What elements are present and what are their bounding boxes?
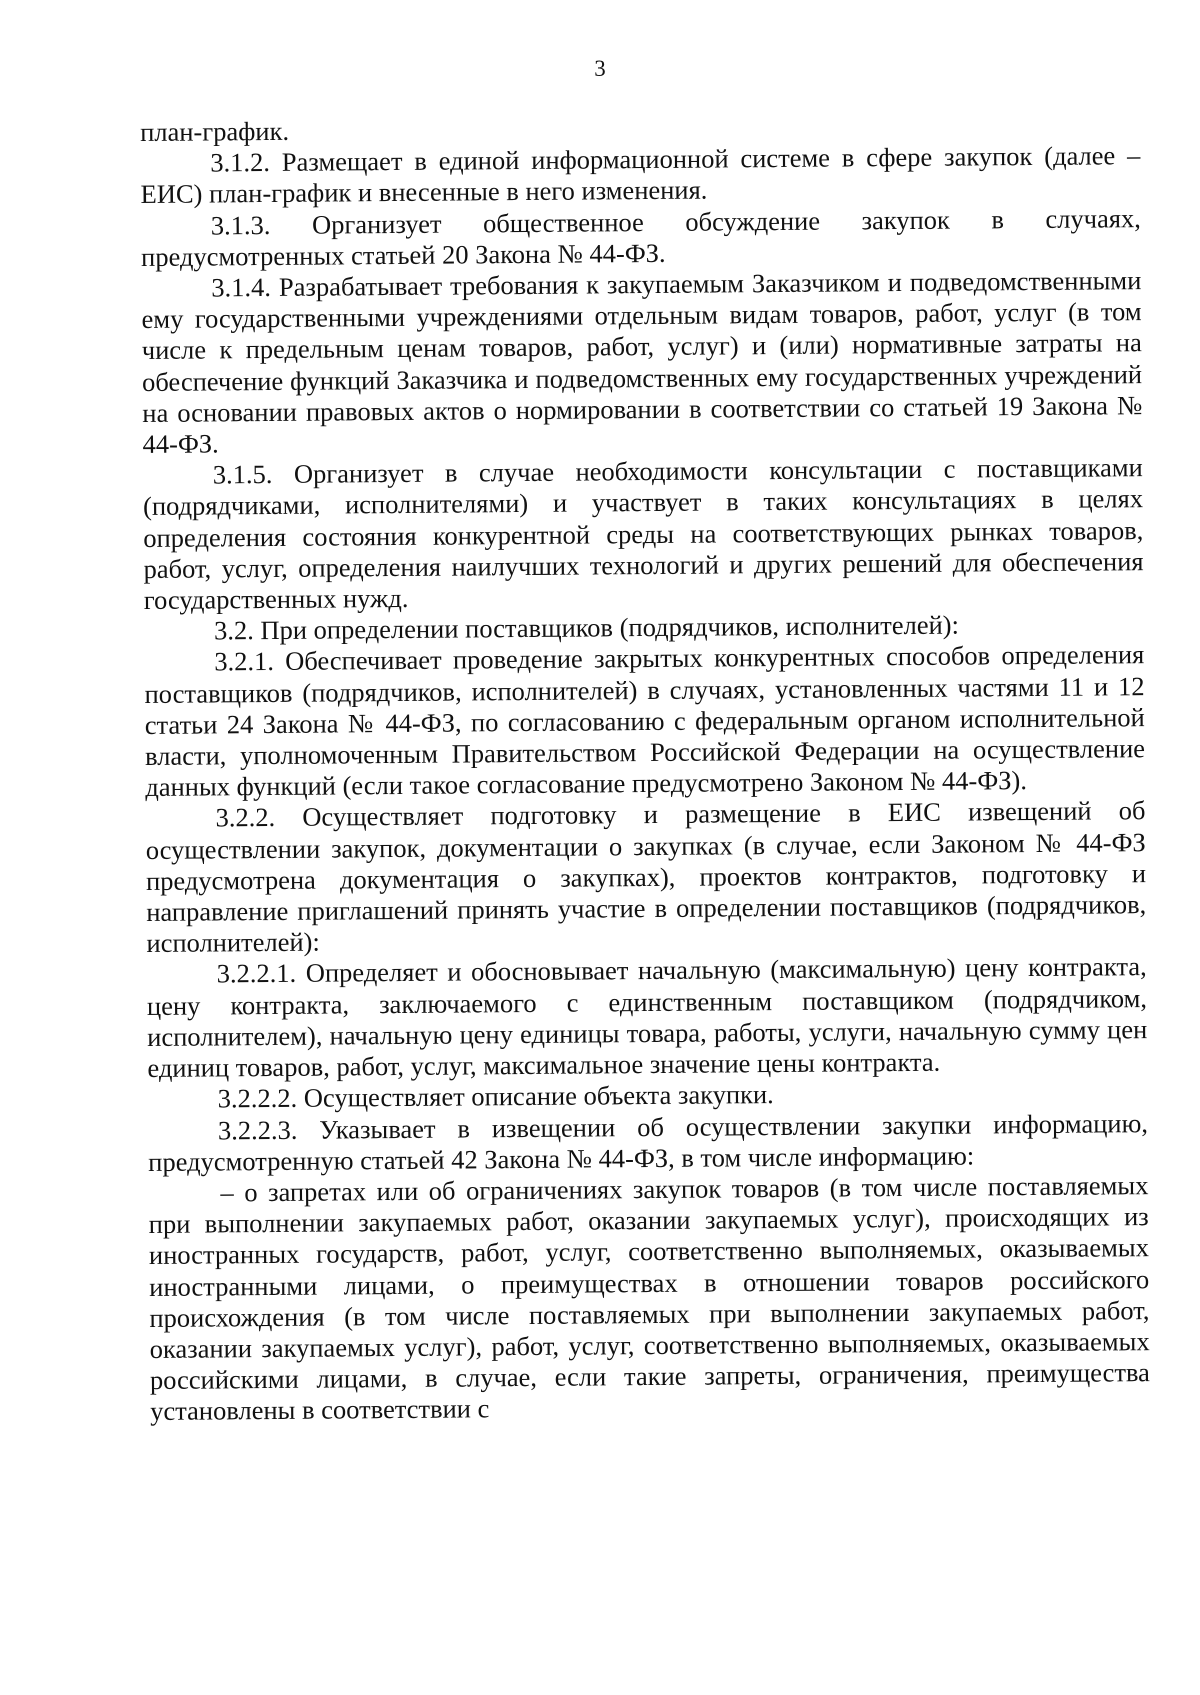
list-item-restrictions: – о запретах или об ограничениях закупок товаров (в том числе поставляемых при выполнении закупаемых работ, оказании закупаемых услуг), происходящих из иностранных государств, работ, услуг, соответственно выполняемых, оказываемых иностранными лицами, о преимуществах в отношении товаров российского происхождения (в том числе поставляемых при выполнении закупаемых работ, оказании закупаемых услуг), работ, услуг, соответственно выполняемых, оказываемых российскими лицами, в случае, если такие запреты, ограничения, преимущества установлены в соответствии с [148, 1170, 1151, 1427]
document-body [140, 109, 1150, 1427]
paragraph-3-1-3: 3.1.3. Организует общественное обсуждение закупок в случаях, предусмотренных статьей 20 Закона № 44-ФЗ. [140, 202, 1141, 272]
paragraph-3-2-2-3: 3.2.2.3. Указывает в извещении об осуществлении закупки информацию, предусмотренную статьей 42 Закона № 44-ФЗ, в том числе информацию: [148, 1107, 1149, 1177]
page-number: 3 [594, 56, 606, 81]
paragraph-3-2-2-2: 3.2.2.2. Осуществляет описание объекта закупки. [217, 1079, 774, 1114]
paragraph-3-2-2: 3.2.2. Осуществляет подготовку и размещение в ЕИС извещений об осуществлении закупок, документации о закупках (в случае, если Законом № 44-ФЗ предусмотрена документация о закупках), проектов контрактов, подготовку и направление приглашений принять участие в определении поставщиков (подрядчиков, исполнителей): [145, 795, 1147, 959]
paragraph-3-2: 3.2. При определении поставщиков (подрядчиков, исполнителей): [213, 609, 960, 646]
paragraph-3-2-2-1: 3.2.2.1. Определяет и обосновывает начальную (максимальную) цену контракта, цену контракта, заключаемого с единственным поставщиком (подрядчиком, исполнителем), начальную цену единицы товара, работы, услуги, начальную сумму цен единиц товаров, работ, услуг, максимальное значение цены контракта. [146, 951, 1148, 1084]
paragraph-3-2-1: 3.2.1. Обеспечивает проведение закрытых конкурентных способов определения поставщиков (подрядчиков, исполнителей) в случаях, установленных частями 11 и 12 статьи 24 Закона № 44-ФЗ, по согласованию с федеральным органом исполнительной власти, уполномоченным Правительством Российской Федерации на осуществление данных функций (если такое согласование предусмотрено Законом № 44-ФЗ). [144, 639, 1146, 803]
paragraph-3-1-5: 3.1.5. Организует в случае необходимости консультации с поставщиками (подрядчиками, исполнителями) и участвует в таких консультациях в целях определения состояния конкурентной среды на соответствующих рынках товаров, работ, услуг, определения наилучших технологий и других решений для обеспечения государственных нужд. [142, 452, 1144, 616]
paragraph-3-1-4: 3.1.4. Разрабатывает требования к закупаемым Заказчиком и подведомственными ему государственными учреждениями отдельным видам товаров, работ, услуг (в том числе к предельным ценам товаров, работ, услуг) и (или) нормативные затраты на обеспечение функций Заказчика и подведомственных ему государственных учреждений на основании правовых актов о нормировании в соответствии со статьей 19 Закона № 44-ФЗ. [141, 265, 1143, 460]
paragraph-3-1-2: 3.1.2. Размещает в единой информационной системе в сфере закупок (далее – ЕИС) план-график и внесенные в него изменения. [140, 140, 1141, 210]
paragraph-continuation: план-график. [140, 115, 290, 147]
